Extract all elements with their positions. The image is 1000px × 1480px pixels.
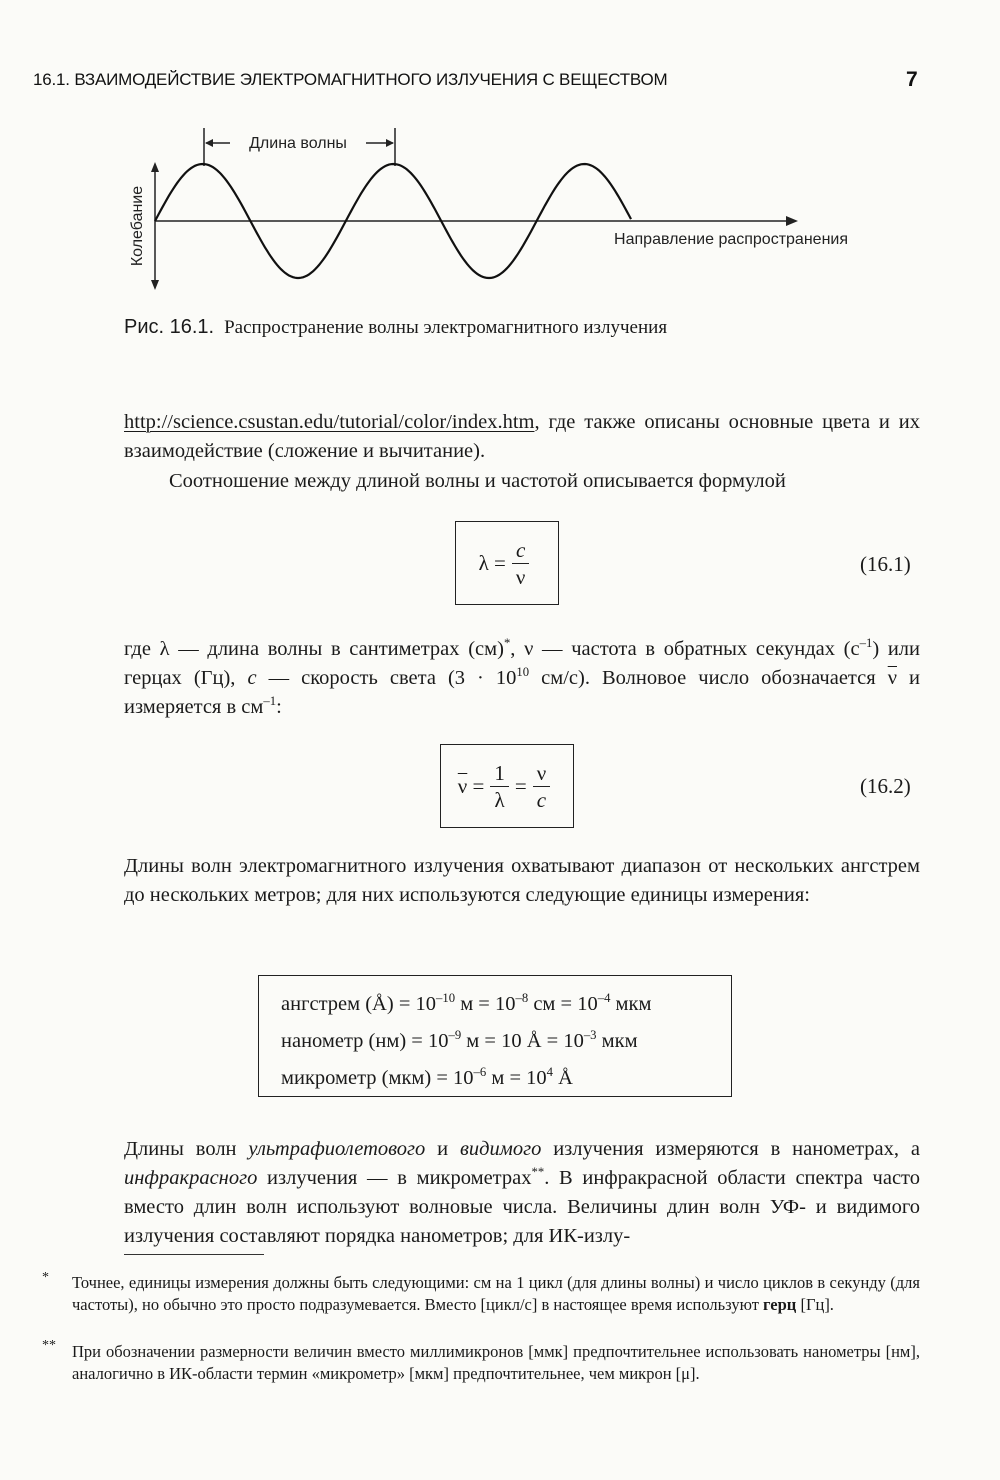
unit-row-micrometer (281, 1060, 709, 1097)
eq2-lhs: $\overline{\nu}$ (457, 773, 468, 798)
eq2-numerator-2: ν (533, 760, 551, 787)
footnote-ref-2[interactable]: ** (531, 1165, 545, 1180)
footnote-divider (124, 1254, 264, 1255)
unit-sup: –10 (436, 991, 456, 1006)
eq2-fraction-1 (490, 760, 509, 813)
unit-text: ангстрем (Å) = 10 (281, 993, 437, 1015)
unit-sup: –6 (473, 1065, 487, 1080)
unit-text: см = 10 (528, 993, 598, 1015)
units-box (258, 975, 732, 1097)
unit-sup: –4 (597, 991, 611, 1006)
equation-number-16-1: (16.1) (860, 552, 911, 576)
p3-sup-2: 10 (516, 665, 530, 680)
p5-italic-ir: инфракрасного (124, 1167, 258, 1189)
unit-text: м = 10 Å = 10 (461, 1030, 584, 1052)
unit-text: мкм (596, 1030, 638, 1052)
tutorial-link[interactable]: http://science.csustan.edu/tutorial/color/index.htm (124, 411, 535, 433)
running-header: 16.1. ВЗАИМОДЕЙСТВИЕ ЭЛЕКТРОМАГНИТНОГО ИЗЛУЧЕНИЯ С ВЕЩЕСТВОМ (33, 70, 668, 89)
paragraph-units-intro: Длины волн электромагнитного излучения охватывают диапазон от нескольких ангстрем до нескольких метров; для них используются следующие единицы измерения: (124, 855, 920, 906)
unit-row-nanometer (281, 1023, 709, 1060)
eq2-denominator-2: c (536, 787, 547, 812)
p3-c-italic: c (247, 667, 257, 689)
footnote-mark-1: * (42, 1270, 49, 1285)
p3-sup-1: –1 (859, 636, 873, 651)
footnote-ref-1[interactable]: * (503, 636, 511, 651)
eq2-denominator-1: λ (494, 787, 505, 812)
p5-text-e: . В инфракрасной области спектра часто вместо длин волн используют волновые числа. Величины длин волн УФ- и видимого излучения составляют порядка нанометров; для ИК-излу- (124, 1167, 920, 1247)
oscillation-label: Колебание (129, 185, 146, 267)
unit-sup: 4 (546, 1065, 554, 1080)
unit-text: нанометр (нм) = 10 (281, 1030, 449, 1052)
p3-text-b: , ν — частота в обратных секундах (с (510, 638, 860, 660)
propagation-arrowhead (786, 216, 798, 226)
wavelength-arrowhead-right (386, 139, 394, 147)
p3-text-g: : (276, 696, 282, 718)
oscillation-arrow-down (151, 280, 159, 290)
equation-16-1-box (455, 521, 559, 605)
eq2-fraction-2 (533, 760, 551, 813)
unit-text: микрометр (мкм) = 10 (281, 1067, 474, 1089)
p5-text-c: излучения измеряются в нанометрах, а (541, 1138, 920, 1160)
footnote-1 (72, 1272, 920, 1316)
eq1-fraction (512, 537, 530, 590)
wave-figure (120, 122, 860, 297)
unit-row-angstrom (281, 986, 709, 1023)
footnote-mark-2: ** (42, 1338, 56, 1353)
footnote-2-text: При обозначении размерности величин вместо миллимикронов [ммк] предпочтительнее использовать нанометры [нм], аналогично в ИК-области термин «микрометр» [мкм] предпочтительнее, чем микрон [μ]. (72, 1342, 920, 1383)
p3-text-e: см/с). Волновое число обозначается (529, 667, 888, 689)
footnote-1-bold: герц (763, 1295, 797, 1314)
p5-text-a: Длины волн (124, 1138, 249, 1160)
paragraph-definitions (124, 635, 920, 722)
footnote-1-text-end: [Гц]. (796, 1295, 834, 1314)
unit-text: мкм (610, 993, 652, 1015)
eq2-numerator-1: 1 (490, 760, 509, 787)
figure-number: Рис. 16.1. (124, 316, 215, 338)
paragraph-text: , где также описаны основные цвета и их взаимодействие (сложение и вычитание). (124, 411, 920, 462)
wavelength-arrowhead-left (205, 139, 213, 147)
unit-text: м = 10 (455, 993, 516, 1015)
p5-text-b: и (425, 1138, 460, 1160)
equation-number-16-2: (16.2) (860, 774, 911, 798)
paragraph-formula-intro: Соотношение между длиной волны и частотой описывается формулой (169, 470, 786, 492)
unit-text: м = 10 (486, 1067, 547, 1089)
unit-sup: –9 (448, 1028, 462, 1043)
eq1-denominator: ν (515, 564, 526, 589)
eq1-lhs: λ = (478, 550, 506, 575)
figure-caption-text: Распространение волны электромагнитного излучения (224, 317, 668, 338)
eq1-numerator: c (512, 537, 529, 564)
eq2-equals-2: = (514, 773, 527, 798)
footnote-2 (72, 1341, 920, 1385)
wavenumber-symbol: $\overline{\nu}$ (887, 667, 897, 689)
p3-text-d: — скорость света (3 · 10 (256, 667, 517, 689)
p5-italic-uv: ультрафиолетового (248, 1138, 426, 1160)
page-number: 7 (906, 68, 918, 91)
propagation-label: Направление распространения (614, 231, 848, 248)
equation-16-2-box (440, 744, 574, 828)
p5-italic-visible: видимого (459, 1138, 542, 1160)
eq2-equals-1: = (472, 773, 485, 798)
p3-sup-3: –1 (263, 694, 277, 709)
figure-caption (124, 316, 667, 339)
unit-sup: –3 (583, 1028, 597, 1043)
unit-text: Å (553, 1067, 573, 1089)
p3-text-a: где λ — длина волны в сантиметрах (см) (124, 638, 504, 660)
wavelength-label: Длина волны (249, 135, 347, 152)
paragraph-uv-ir (124, 1135, 920, 1251)
p3-text-f: и измеряется в см (124, 667, 920, 718)
paragraph-url (124, 408, 920, 466)
footnote-1-text: Точнее, единицы измерения должны быть следующими: см на 1 цикл (для длины волны) и число циклов в секунду (для частоты), но обычно это просто подразумевается. Вместо [цикл/с] в настоящее время используют (72, 1273, 920, 1314)
oscillation-arrow-up (151, 162, 159, 172)
unit-sup: –8 (515, 991, 529, 1006)
p5-text-d: излучения — в микрометрах (257, 1167, 532, 1189)
p3-text-c: ) или герцах (Гц), (124, 638, 920, 689)
